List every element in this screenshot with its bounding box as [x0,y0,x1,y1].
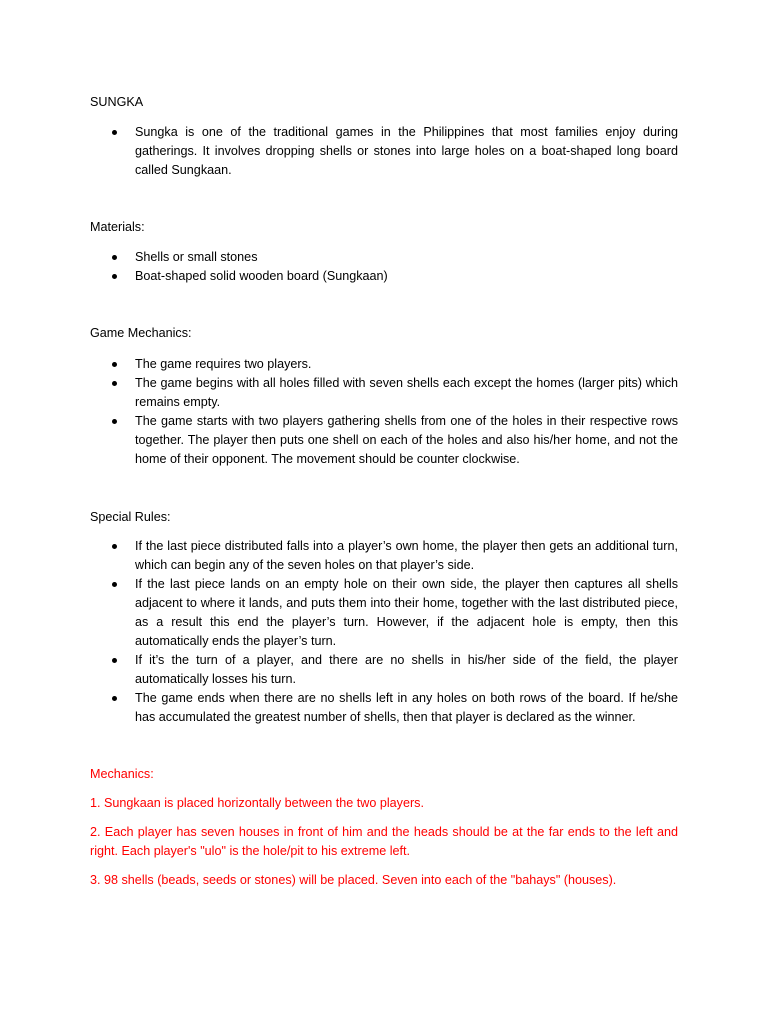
bullet-icon [112,582,117,587]
list-item [90,374,678,412]
bullet-icon [112,658,117,663]
mechanics-step: 2. Each player has seven houses in front of him and the heads should be at the far ends to the left and right. Each player's "ulo" is the hole/pit to his extreme left. [90,825,678,858]
list-item [90,248,678,267]
list-item-text: Boat-shaped solid wooden board (Sungkaan) [135,269,388,283]
list-item [90,537,678,575]
list-item [90,689,678,727]
list-item-text: The game ends when there are no shells left in any holes on both rows of the board. If he/she has accumulated the greatest number of shells, then that player is declared as the winner. [135,691,678,724]
bullet-icon [112,255,117,260]
list-item [90,575,678,651]
list-item-text: The game begins with all holes filled with seven shells each except the homes (larger pits) which remains empty. [135,376,678,409]
list-item-text: The game starts with two players gathering shells from one of the holes in their respective rows together. The player then puts one shell on each of the holes and also his/her home, and not the home of their opponent. The movement should be counter clockwise. [135,414,678,466]
mechanics-red-section [90,765,678,890]
materials-heading: Materials: [90,220,145,234]
list-item-text: Shells or small stones [135,250,258,264]
list-item [90,267,678,286]
materials-list [90,248,678,286]
bullet-icon [112,544,117,549]
game-mechanics-heading: Game Mechanics: [90,326,192,340]
list-item-text: If the last piece distributed falls into a player’s own home, the player then gets an additional turn, which can begin any of the seven holes on that player’s side. [135,539,678,572]
list-item [90,123,678,180]
special-rules-list [90,537,678,727]
list-item-text: The game requires two players. [135,357,312,371]
list-item [90,651,678,689]
list-item-text: Sungka is one of the traditional games in the Philippines that most families enjoy during gatherings. It involves dropping shells or stones into large holes on a boat-shaped long board called Sungkaan. [135,125,678,177]
intro-list [90,123,678,180]
bullet-icon [112,130,117,135]
bullet-icon [112,419,117,424]
mechanics-step: 3. 98 shells (beads, seeds or stones) will be placed. Seven into each of the "bahays" (houses). [90,873,617,887]
bullet-icon [112,696,117,701]
special-rules-heading: Special Rules: [90,510,171,524]
bullet-icon [112,274,117,279]
game-mechanics-list [90,355,678,469]
mechanics-red-heading: Mechanics: [90,767,154,781]
list-item-text: If the last piece lands on an empty hole on their own side, the player then captures all shells adjacent to where it lands, and puts them into their home, together with the last distributed piece, as a result this end the player’s turn. However, if the adjacent hole is empty, then this automatically ends the player’s turn. [135,577,678,648]
document-title: SUNGKA [90,95,144,109]
mechanics-step: 1. Sungkaan is placed horizontally between the two players. [90,796,424,810]
list-item-text: If it’s the turn of a player, and there are no shells in his/her side of the field, the player automatically losses his turn. [135,653,678,686]
list-item [90,412,678,469]
list-item [90,355,678,374]
bullet-icon [112,362,117,367]
bullet-icon [112,381,117,386]
